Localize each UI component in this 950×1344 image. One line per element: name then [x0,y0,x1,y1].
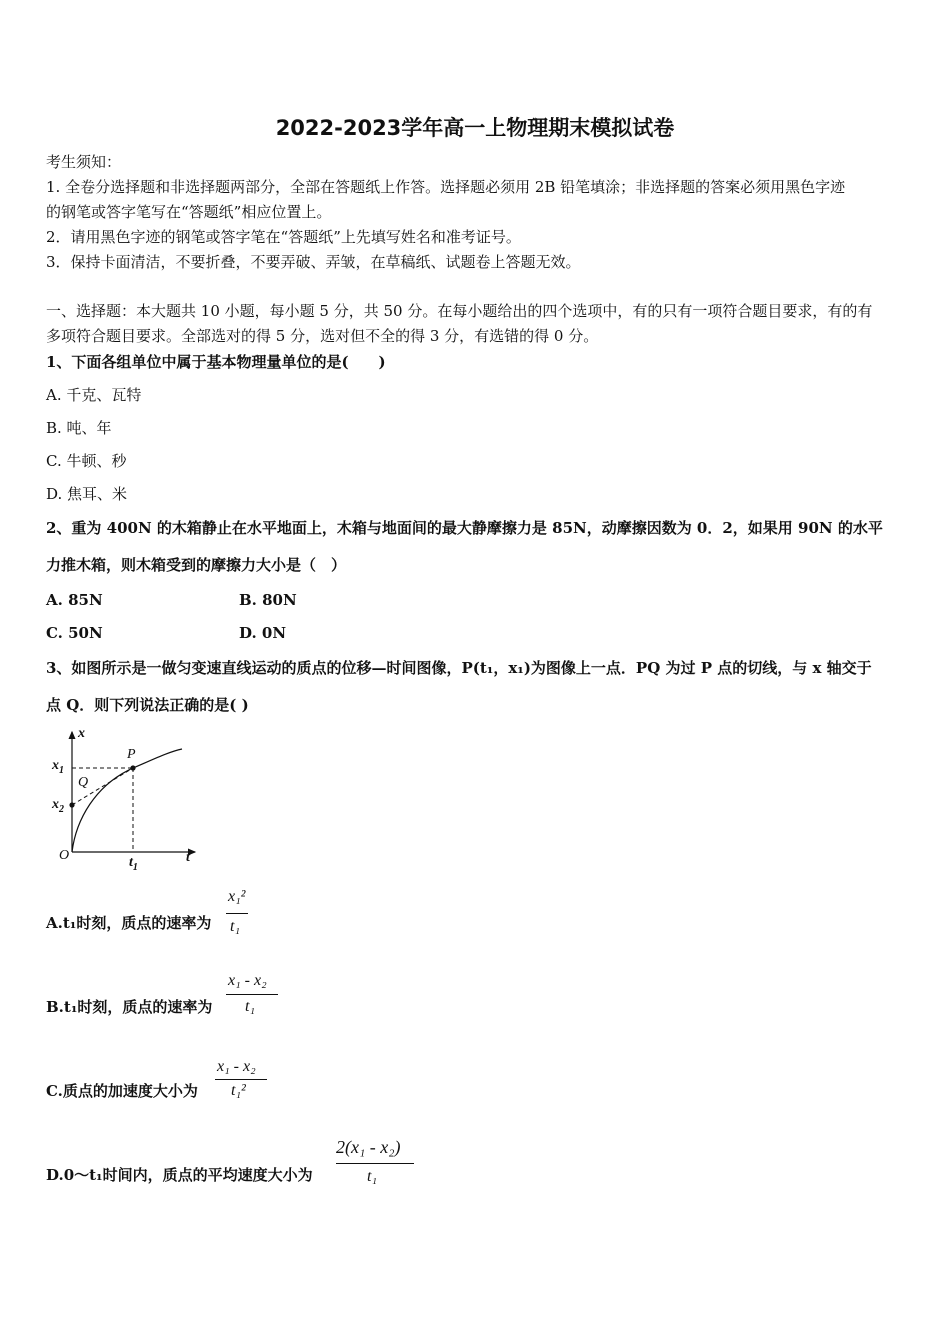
q3-option-a-text: A.t₁时刻，质点的速率为 [46,914,212,932]
notice-item-1-line-1: 1. 全卷分选择题和非选择题两部分，全部在答题纸上作答。选择题必须用 2B 铅笔填涂；非选择题的答案必须用黑色字迹 [46,178,846,196]
fraction-bar [226,994,278,995]
notice-item-3: 3．保持卡面清洁，不要折叠，不要弄破、弄皱，在草稿纸、试题卷上答题无效。 [46,253,581,271]
q2-option-a: A. 85N [46,591,103,609]
displacement-curve [72,749,182,852]
fraction-bar [336,1163,414,1164]
q3-option-a-fraction [226,888,250,944]
q3-option-b-fraction [226,972,280,1028]
q3-option-b-text: B.t₁时刻，质点的速率为 [46,998,213,1016]
section-1-intro-line-2: 多项符合题目要求。全部选对的得 5 分，选对但不全的得 3 分，有选错的得 0 分。 [46,327,599,345]
q3-option-c-text: C.质点的加速度大小为 [46,1082,198,1100]
q1-option-c: C. 牛顿、秒 [46,452,127,470]
q2-option-b: B. 80N [239,591,297,609]
q3-stem-line-2: 点 Q．则下列说法正确的是( ) [46,696,249,714]
t1-label: $t_1$ [129,855,138,873]
origin-label: O [59,848,70,863]
section-1-intro-line-1: 一、选择题：本大题共 10 小题，每小题 5 分，共 50 分。在每小题给出的四个选项中，有的只有一项符合题目要求，有的有 [46,302,873,320]
q1-stem: 1、下面各组单位中属于基本物理量单位的是( ) [46,353,386,371]
q3-stem-line-1: 3、如图所示是一做匀变速直线运动的质点的位移—时间图像，P(t₁，x₁)为图像上一点．PQ 为过 P 点的切线，与 x 轴交于 [46,659,872,677]
point-q-dot [69,802,74,807]
q2-stem-line-2: 力推木箱，则木箱受到的摩擦力大小是（ ） [46,556,347,574]
fraction-bar [215,1079,267,1080]
q2-option-d: D. 0N [239,624,287,642]
q3-option-c-fraction [215,1058,269,1114]
notice-item-2: 2．请用黑色字迹的钢笔或答字笔在“答题纸”上先填写姓名和准考证号。 [46,228,521,246]
x-axis-label: t [186,850,190,865]
y-axis-label: x [78,726,85,741]
q3-option-b-denominator: t₁ [245,998,256,1015]
q3-option-d-numerator: 2(x₁ - x₂) [336,1137,401,1157]
q3-option-a-denominator: t₁ [230,918,241,935]
point-p-dot [130,765,135,770]
q3-option-d-fraction [336,1137,416,1197]
q3-option-b-numerator: x₁ - x₂ [228,972,267,989]
point-q-label: Q [78,775,89,790]
q3-option-a-numerator: x₁² [228,888,246,905]
notice-heading: 考生须知： [46,153,122,171]
q3-option-c-denominator: t₁² [231,1082,246,1099]
notice-item-1-line-2: 的钢笔或答字笔写在“答题纸”相应位置上。 [46,203,332,221]
q1-option-a: A. 千克、瓦特 [46,386,142,404]
page-title: 2022-2023学年高一上物理期末模拟试卷 [275,116,675,140]
point-p-label: P [127,747,136,762]
q1-option-b: B. 吨、年 [46,419,112,437]
x2-label: $x_2$ [52,797,64,815]
q3-option-c-numerator: x₁ - x₂ [217,1058,256,1075]
q1-option-d: D. 焦耳、米 [46,485,128,503]
displacement-time-graph [40,725,205,875]
q3-option-d-denominator: t₁ [367,1168,378,1185]
fraction-bar [226,913,248,914]
x1-label: $x_1$ [52,758,64,776]
q2-stem-line-1: 2、重为 400N 的木箱静止在水平地面上，木箱与地面间的最大静摩擦力是 85N，动摩擦因数为 0．2，如果用 90N 的水平 [46,519,883,537]
q3-option-d-text: D.0～t₁时间内，质点的平均速度大小为 [46,1166,313,1184]
q2-option-c: C. 50N [46,624,103,642]
